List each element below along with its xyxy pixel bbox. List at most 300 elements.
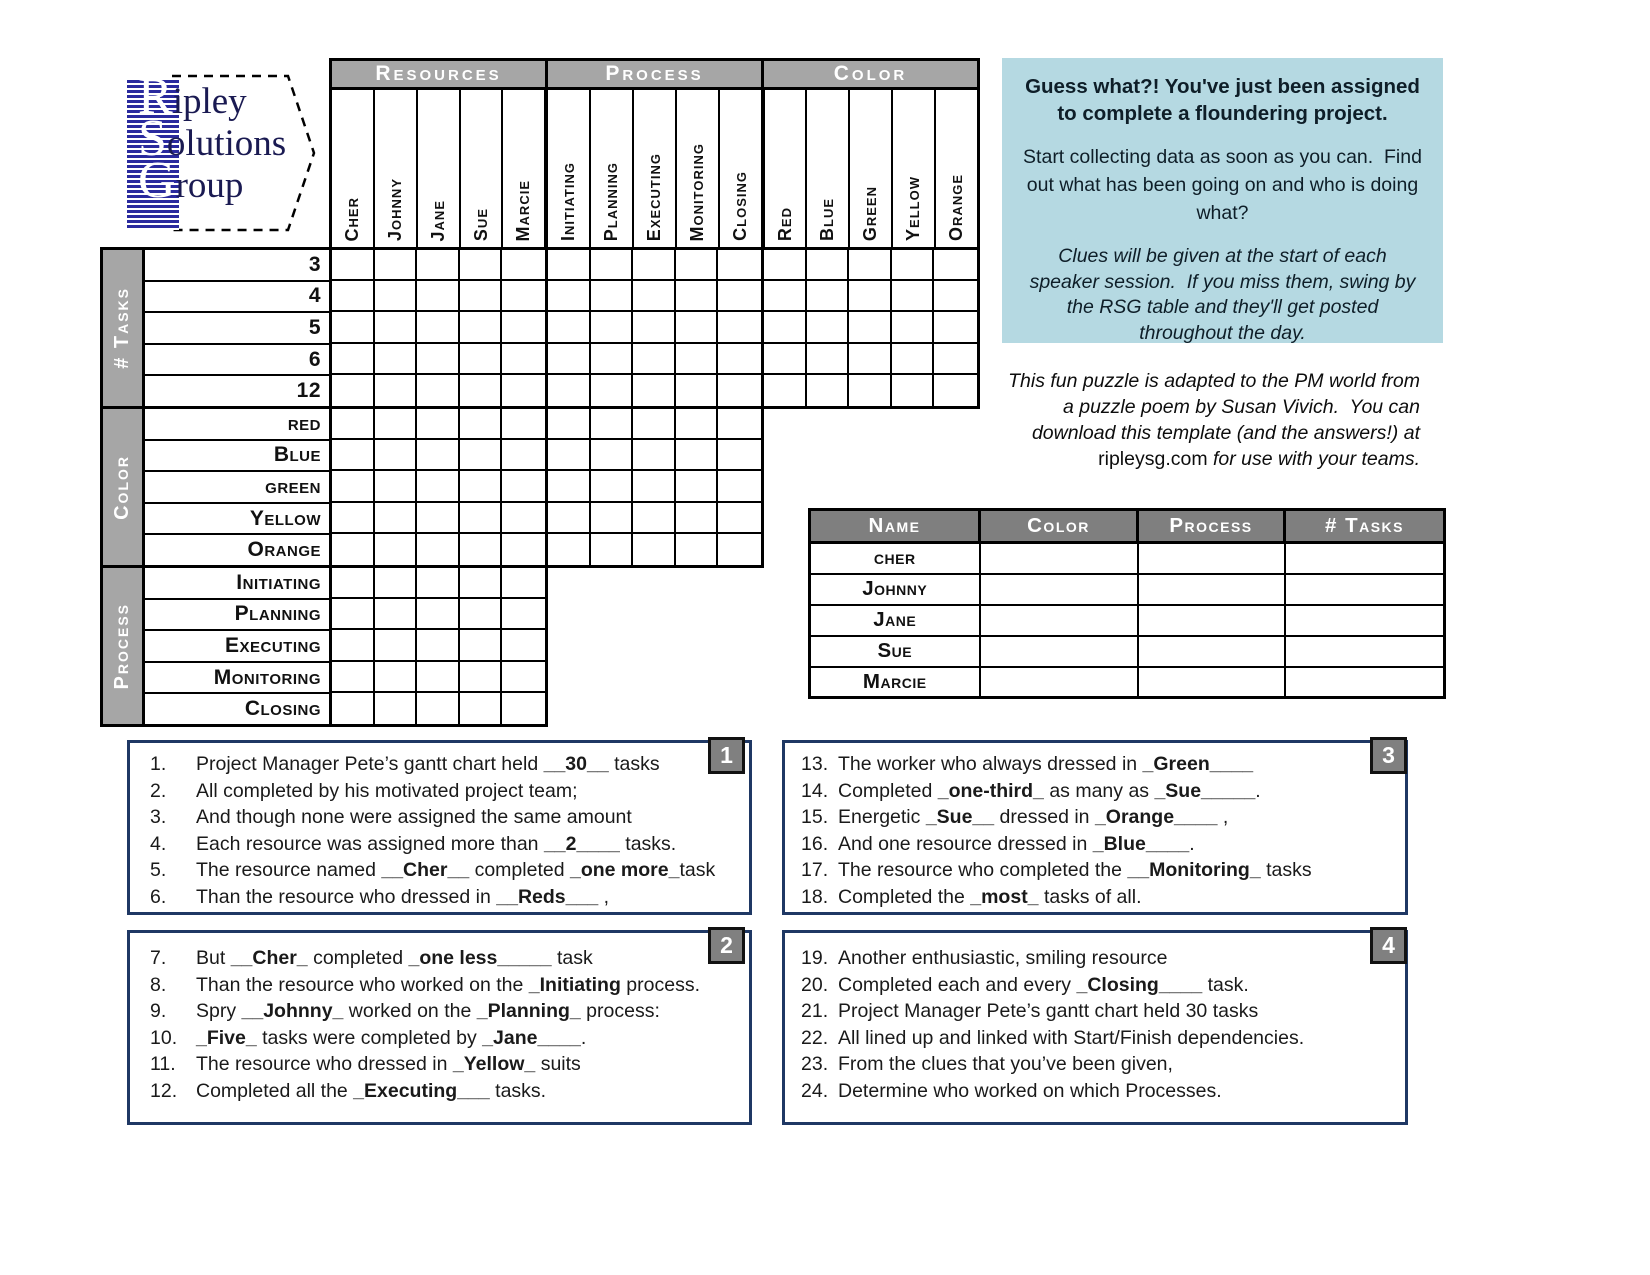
clue-text <box>196 1078 546 1105</box>
clue-text-segment: Than the resource who worked on the <box>196 973 529 996</box>
grid-cell[interactable] <box>548 503 591 534</box>
grid-cell[interactable] <box>460 281 503 312</box>
grid-cell[interactable] <box>502 281 545 312</box>
grid-cell[interactable] <box>718 375 761 406</box>
clue-text-segment: suits <box>535 1053 581 1076</box>
grid-cell[interactable] <box>676 344 719 375</box>
grid-cell[interactable] <box>633 471 676 502</box>
clue-text-segment: Completed <box>838 779 938 802</box>
clue-line-12 <box>130 1078 749 1105</box>
grid-cell[interactable] <box>718 281 761 312</box>
grid-cell[interactable] <box>633 312 676 343</box>
clue-text-segment: The worker who always dressed in <box>838 753 1143 775</box>
grid-cell[interactable] <box>676 503 719 534</box>
grid-cell[interactable] <box>460 375 503 406</box>
grid-cell[interactable] <box>375 568 418 599</box>
grid-cell[interactable] <box>375 630 418 661</box>
grid-cell[interactable] <box>807 281 850 312</box>
cell-block <box>545 247 764 409</box>
grid-cell[interactable] <box>332 568 375 599</box>
clue-line-19 <box>785 945 1405 972</box>
grid-cell[interactable] <box>502 503 545 534</box>
grid-cell[interactable] <box>718 409 761 440</box>
grid-cell[interactable] <box>934 344 977 375</box>
clue-answer-blank: _Green____ <box>1142 753 1254 775</box>
grid-cell[interactable] <box>375 409 418 440</box>
grid-cell[interactable] <box>375 440 418 471</box>
grid-cell[interactable] <box>548 375 591 406</box>
grid-cell[interactable] <box>502 599 545 630</box>
grid-cell[interactable] <box>332 534 375 565</box>
clue-text-segment: Each resource was assigned more than <box>196 832 544 855</box>
column-group-label: Resources <box>375 62 502 85</box>
column-group-label: Color <box>833 62 908 85</box>
clue-number: 3. <box>150 806 167 829</box>
grid-cell[interactable] <box>633 534 676 565</box>
answer-empty-cell[interactable] <box>1285 667 1445 698</box>
row-group-label: # Tasks <box>111 287 133 369</box>
row-label-planning: Planning <box>145 600 329 632</box>
answer-row-marcie <box>810 667 1445 698</box>
clue-line-21 <box>785 998 1405 1025</box>
grid-cell[interactable] <box>502 662 545 693</box>
announcement-box <box>1002 58 1443 343</box>
grid-cell[interactable] <box>460 534 503 565</box>
answer-empty-cell[interactable] <box>1285 574 1445 605</box>
grid-cell[interactable] <box>417 503 460 534</box>
clue-text-segment: From the clues that you’ve been given, <box>838 1053 1173 1076</box>
answer-empty-cell[interactable] <box>980 543 1138 574</box>
grid-cell[interactable] <box>934 281 977 312</box>
clue-text-segment: Project Manager Pete’s gantt chart held 30 tasks <box>838 1000 1259 1023</box>
column-group-process <box>545 58 764 90</box>
grid-cell[interactable] <box>375 534 418 565</box>
grid-cell[interactable] <box>764 250 807 281</box>
column-label-text: Cher <box>341 196 362 241</box>
grid-cell[interactable] <box>633 409 676 440</box>
row-label-5: 5 <box>145 313 329 345</box>
grid-cell[interactable] <box>633 375 676 406</box>
grid-cell[interactable] <box>417 568 460 599</box>
grid-cell[interactable] <box>332 630 375 661</box>
grid-cell[interactable] <box>633 281 676 312</box>
grid-cell[interactable] <box>502 630 545 661</box>
logo-initial: R <box>138 68 173 125</box>
answer-empty-cell[interactable] <box>1138 574 1285 605</box>
grid-cell[interactable] <box>548 344 591 375</box>
grid-cell[interactable] <box>548 440 591 471</box>
answer-name-cell: Jane <box>810 605 980 636</box>
grid-cell[interactable] <box>633 440 676 471</box>
clue-text-segment: as many as <box>1043 779 1155 802</box>
column-label-text: Yellow <box>903 176 924 241</box>
clue-text-segment: task <box>679 859 716 882</box>
clue-line-1 <box>130 751 749 778</box>
clue-line-15 <box>785 804 1405 831</box>
grid-cell[interactable] <box>502 568 545 599</box>
grid-cell[interactable] <box>591 312 634 343</box>
clue-text-segment: Energetic <box>838 806 926 829</box>
clue-number: 15. <box>801 806 829 829</box>
column-label-jane <box>418 90 461 247</box>
grid-cell[interactable] <box>375 662 418 693</box>
grid-cell[interactable] <box>375 599 418 630</box>
answer-empty-cell[interactable] <box>980 636 1138 667</box>
clue-answer-blank: _one less_____ <box>408 947 552 969</box>
clue-text-segment: process: <box>580 1000 660 1023</box>
clue-text <box>838 778 1261 805</box>
clue-box-2 <box>127 930 752 1125</box>
clue-text <box>196 1025 586 1052</box>
clue-text <box>838 1051 1173 1078</box>
clue-text-segment: , <box>1217 806 1229 829</box>
grid-cell[interactable] <box>807 312 850 343</box>
grid-cell[interactable] <box>591 503 634 534</box>
row-group-color <box>100 406 145 568</box>
grid-cell[interactable] <box>633 503 676 534</box>
clue-line-6 <box>130 884 749 911</box>
clue-number: 24. <box>801 1079 829 1102</box>
clue-line-13 <box>785 751 1405 778</box>
grid-cell[interactable] <box>375 250 418 281</box>
grid-cell[interactable] <box>460 344 503 375</box>
column-label-text: Sue <box>470 207 491 241</box>
answer-header-name: Name <box>810 510 980 543</box>
clue-number: 7. <box>150 947 167 969</box>
clue-number: 22. <box>801 1026 829 1049</box>
answer-table <box>808 508 1446 699</box>
grid-cell[interactable] <box>548 534 591 565</box>
grid-cell[interactable] <box>676 534 719 565</box>
answer-empty-cell[interactable] <box>1138 605 1285 636</box>
grid-cell[interactable] <box>417 409 460 440</box>
answer-empty-cell[interactable] <box>1138 636 1285 667</box>
clue-line-2 <box>130 778 749 805</box>
clue-box-badge-2: 2 <box>708 927 745 964</box>
grid-cell[interactable] <box>849 312 892 343</box>
clue-text <box>196 857 715 884</box>
grid-cell[interactable] <box>332 250 375 281</box>
clue-text <box>838 857 1312 884</box>
grid-cell[interactable] <box>502 375 545 406</box>
clue-text-segment: dressed in <box>994 806 1095 829</box>
clue-text <box>838 1078 1222 1105</box>
clue-line-23 <box>785 1051 1405 1078</box>
grid-cell[interactable] <box>591 281 634 312</box>
clue-text-segment: Determine who worked on which Processes. <box>838 1079 1222 1102</box>
grid-cell[interactable] <box>502 409 545 440</box>
grid-cell[interactable] <box>892 375 935 406</box>
grid-cell[interactable] <box>764 281 807 312</box>
clue-text-segment: tasks <box>1260 859 1312 882</box>
grid-cell[interactable] <box>417 693 460 724</box>
row-label-green: green <box>145 472 329 504</box>
clue-text <box>838 831 1195 858</box>
grid-cell[interactable] <box>460 409 503 440</box>
grid-cell[interactable] <box>417 440 460 471</box>
announcement-note: Clues will be given at the start of each speaker session. If you miss them, swing by the RSG table and they'll get posted throughout the day. <box>1029 245 1416 344</box>
row-group-label: Color <box>111 454 133 520</box>
grid-cell[interactable] <box>417 534 460 565</box>
row-label-4: 4 <box>145 282 329 314</box>
clue-text <box>196 778 578 805</box>
grid-cell[interactable] <box>460 568 503 599</box>
clue-answer-blank: __30__ <box>543 753 609 775</box>
grid-cell[interactable] <box>502 534 545 565</box>
grid-cell[interactable] <box>849 375 892 406</box>
grid-cell[interactable] <box>375 503 418 534</box>
column-label-johnny <box>375 90 418 247</box>
grid-cell[interactable] <box>676 312 719 343</box>
column-label-text: Planning <box>601 161 622 241</box>
grid-cell[interactable] <box>332 281 375 312</box>
grid-cell[interactable] <box>502 312 545 343</box>
grid-cell[interactable] <box>718 250 761 281</box>
answer-empty-cell[interactable] <box>1138 543 1285 574</box>
answer-row-jane <box>810 605 1445 636</box>
grid-cell[interactable] <box>417 471 460 502</box>
grid-cell[interactable] <box>676 409 719 440</box>
grid-cell[interactable] <box>676 375 719 406</box>
grid-cell[interactable] <box>676 471 719 502</box>
grid-cell[interactable] <box>591 375 634 406</box>
grid-cell[interactable] <box>718 312 761 343</box>
grid-cell[interactable] <box>502 440 545 471</box>
grid-cell[interactable] <box>332 503 375 534</box>
clue-line-3 <box>130 804 749 831</box>
grid-cell[interactable] <box>332 662 375 693</box>
grid-cell[interactable] <box>332 312 375 343</box>
grid-cell[interactable] <box>807 375 850 406</box>
logo-initial: G <box>138 152 176 209</box>
grid-cell[interactable] <box>460 630 503 661</box>
clue-text-segment: tasks were completed by <box>256 1026 483 1049</box>
grid-cell[interactable] <box>633 344 676 375</box>
grid-cell[interactable] <box>676 440 719 471</box>
answer-empty-cell[interactable] <box>980 605 1138 636</box>
clue-text-segment: . <box>580 1026 587 1049</box>
column-label-text: Closing <box>729 171 750 241</box>
grid-cell[interactable] <box>934 375 977 406</box>
clue-line-17 <box>785 857 1405 884</box>
grid-cell[interactable] <box>934 250 977 281</box>
answer-empty-cell[interactable] <box>1285 605 1445 636</box>
column-group-label: Process <box>605 62 704 85</box>
grid-cell[interactable] <box>591 440 634 471</box>
answer-header-row <box>810 510 1445 543</box>
clue-text-segment: completed <box>307 947 409 969</box>
adapted-note-text: This fun puzzle is adapted to the PM world from a puzzle poem by Susan Vivich. You can download this template (and the answers!) at <box>1008 370 1420 444</box>
grid-cell[interactable] <box>764 375 807 406</box>
grid-cell[interactable] <box>591 409 634 440</box>
clue-text <box>838 884 1142 911</box>
grid-cell[interactable] <box>375 344 418 375</box>
clue-text <box>838 972 1249 999</box>
grid-cell[interactable] <box>548 409 591 440</box>
grid-cell[interactable] <box>548 312 591 343</box>
grid-cell[interactable] <box>460 503 503 534</box>
clue-line-9 <box>130 998 749 1025</box>
answer-name-cell: Marcie <box>810 667 980 698</box>
grid-cell[interactable] <box>332 344 375 375</box>
column-label-cher <box>332 90 375 247</box>
clue-text <box>196 751 660 778</box>
grid-cell[interactable] <box>417 344 460 375</box>
clue-number: 11. <box>150 1053 176 1076</box>
grid-cell[interactable] <box>548 281 591 312</box>
grid-cell[interactable] <box>764 344 807 375</box>
grid-cell[interactable] <box>417 599 460 630</box>
clue-answer-blank: _Sue_____ <box>1154 779 1256 802</box>
answer-name-cell: Johnny <box>810 574 980 605</box>
grid-cell[interactable] <box>591 534 634 565</box>
column-label-green <box>850 90 893 247</box>
clue-text <box>196 945 593 972</box>
grid-cell[interactable] <box>460 693 503 724</box>
grid-cell[interactable] <box>332 440 375 471</box>
grid-cell[interactable] <box>718 471 761 502</box>
clue-number: 13. <box>801 753 829 775</box>
grid-cell[interactable] <box>591 344 634 375</box>
answer-empty-cell[interactable] <box>980 574 1138 605</box>
grid-cell[interactable] <box>375 693 418 724</box>
grid-cell[interactable] <box>375 375 418 406</box>
answer-empty-cell[interactable] <box>1285 543 1445 574</box>
grid-cell[interactable] <box>764 312 807 343</box>
grid-cell[interactable] <box>676 281 719 312</box>
clue-text <box>196 884 609 911</box>
grid-cell[interactable] <box>849 281 892 312</box>
grid-cell[interactable] <box>460 250 503 281</box>
grid-cell[interactable] <box>375 281 418 312</box>
adapted-note-text: for use with your teams. <box>1207 448 1420 470</box>
grid-cell[interactable] <box>633 250 676 281</box>
answer-empty-cell[interactable] <box>980 667 1138 698</box>
cell-block <box>545 406 764 568</box>
answer-empty-cell[interactable] <box>1138 667 1285 698</box>
grid-cell[interactable] <box>718 534 761 565</box>
grid-cell[interactable] <box>892 312 935 343</box>
grid-cell[interactable] <box>502 250 545 281</box>
grid-cell[interactable] <box>718 503 761 534</box>
grid-cell[interactable] <box>375 312 418 343</box>
grid-cell[interactable] <box>807 344 850 375</box>
row-label-blue: Blue <box>145 441 329 473</box>
row-label-closing: Closing <box>244 697 321 721</box>
grid-cell[interactable] <box>548 250 591 281</box>
column-label-blue <box>807 90 850 247</box>
clue-text <box>196 998 660 1025</box>
grid-cell[interactable] <box>375 471 418 502</box>
grid-cell[interactable] <box>676 250 719 281</box>
clue-text <box>838 1025 1304 1052</box>
answer-row-cher <box>810 543 1445 574</box>
column-label-planning <box>591 90 634 247</box>
grid-cell[interactable] <box>460 312 503 343</box>
grid-cell[interactable] <box>417 312 460 343</box>
grid-cell[interactable] <box>591 471 634 502</box>
grid-cell[interactable] <box>460 471 503 502</box>
grid-cell[interactable] <box>849 344 892 375</box>
answer-empty-cell[interactable] <box>1285 636 1445 667</box>
clue-answer-blank: __Reds___ <box>496 885 599 908</box>
clue-line-22 <box>785 1025 1405 1052</box>
grid-cell[interactable] <box>718 344 761 375</box>
grid-cell[interactable] <box>718 440 761 471</box>
grid-cell[interactable] <box>417 250 460 281</box>
grid-cell[interactable] <box>332 409 375 440</box>
row-group-tasks <box>100 247 145 409</box>
grid-cell[interactable] <box>332 693 375 724</box>
grid-cell[interactable] <box>502 344 545 375</box>
column-labels-row <box>329 87 980 250</box>
clue-line-16 <box>785 831 1405 858</box>
grid-cell[interactable] <box>417 375 460 406</box>
clue-number: 19. <box>801 947 829 969</box>
grid-cell[interactable] <box>332 599 375 630</box>
clue-text-segment: tasks of all. <box>1038 885 1142 908</box>
row-group-process <box>100 565 145 727</box>
clue-number: 8. <box>150 973 167 996</box>
clue-number: 6. <box>150 885 167 908</box>
grid-cell[interactable] <box>934 312 977 343</box>
grid-cell[interactable] <box>460 440 503 471</box>
clue-text-segment: Another enthusiastic, smiling resource <box>838 947 1168 969</box>
clue-number: 5. <box>150 859 167 882</box>
logo-word-rest: roup <box>175 165 244 206</box>
grid-cell[interactable] <box>417 281 460 312</box>
grid-cell[interactable] <box>892 344 935 375</box>
clue-number: 16. <box>801 832 829 855</box>
grid-cell[interactable] <box>332 375 375 406</box>
clue-answer-blank: _Planning_ <box>476 1000 581 1023</box>
grid-cell[interactable] <box>892 281 935 312</box>
clue-line-5 <box>130 857 749 884</box>
column-label-monitoring <box>677 90 720 247</box>
clue-answer-blank: _most_ <box>970 885 1039 908</box>
clue-number: 23. <box>801 1053 829 1076</box>
row-group-label: Process <box>111 602 133 690</box>
row-label-monitoring: Monitoring <box>145 663 329 695</box>
grid-cell[interactable] <box>502 693 545 724</box>
column-label-text: Marcie <box>513 179 534 241</box>
clue-text <box>838 945 1168 972</box>
row-labels-tasks <box>142 247 332 409</box>
clue-answer-blank: _Five_ <box>196 1026 257 1049</box>
grid-cell[interactable] <box>460 662 503 693</box>
clue-answer-blank: _Jane____ <box>482 1026 581 1049</box>
grid-cell[interactable] <box>548 471 591 502</box>
grid-cell[interactable] <box>892 250 935 281</box>
clue-text-segment: Completed the <box>838 885 971 908</box>
grid-cell[interactable] <box>591 250 634 281</box>
grid-cell[interactable] <box>460 599 503 630</box>
grid-cell[interactable] <box>849 250 892 281</box>
clue-text <box>196 804 632 831</box>
column-label-text: Green <box>860 185 881 241</box>
grid-cell[interactable] <box>417 630 460 661</box>
grid-cell[interactable] <box>502 471 545 502</box>
clue-line-10 <box>130 1025 749 1052</box>
grid-cell[interactable] <box>332 471 375 502</box>
clue-text-segment: tasks. <box>619 832 677 855</box>
grid-cell[interactable] <box>807 250 850 281</box>
clue-text-segment: Project Manager Pete’s gantt chart held <box>196 753 544 775</box>
clue-text-segment: The resource named <box>196 859 382 882</box>
clue-text <box>838 804 1228 831</box>
clue-line-11 <box>130 1051 749 1078</box>
grid-cell[interactable] <box>417 662 460 693</box>
